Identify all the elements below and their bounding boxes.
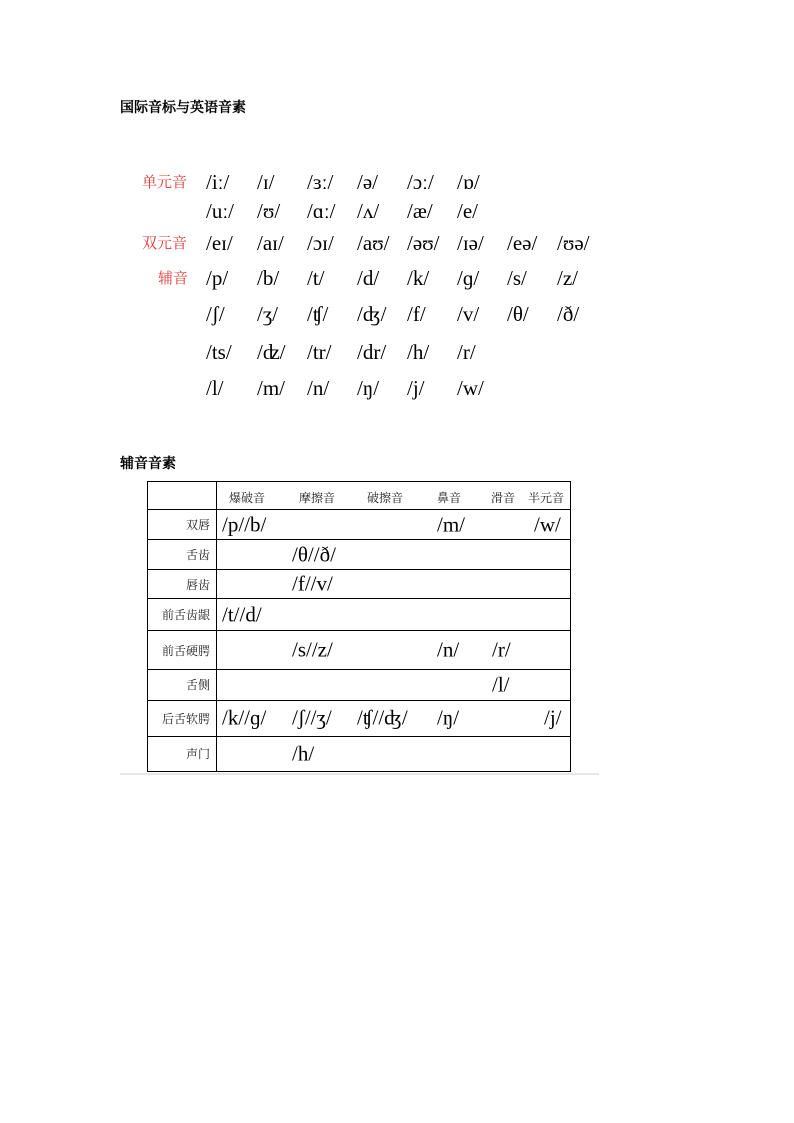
phoneme: /ɑː/ — [307, 199, 336, 223]
phoneme: /ɔː/ — [407, 170, 434, 194]
nasal-cell: /n/ — [437, 637, 460, 662]
fricative-cell: /θ//ð/ — [292, 542, 336, 567]
phoneme: /ɪə/ — [457, 231, 484, 255]
phoneme: /tr/ — [307, 340, 332, 364]
row-label: 舌齿 — [148, 540, 217, 570]
row-label: 后舌软腭 — [148, 700, 217, 736]
phoneme: /r/ — [457, 340, 476, 364]
row-label: 唇齿 — [148, 570, 217, 599]
phoneme: /z/ — [557, 266, 578, 290]
diphthong-label: 双元音 — [142, 234, 188, 252]
table-header-row — [148, 482, 571, 510]
nasal-cell: /m/ — [437, 512, 466, 537]
table-row — [148, 669, 571, 700]
phoneme: /ʌ/ — [357, 199, 380, 223]
phoneme: /ʣ/ — [257, 340, 286, 364]
phoneme: /ɔɪ/ — [307, 231, 334, 255]
fricative-cell: /h/ — [292, 741, 315, 766]
phoneme: /iː/ — [206, 170, 230, 194]
column-header: 摩擦音 — [299, 491, 336, 506]
column-header: 破擦音 — [367, 491, 404, 506]
phoneme: /aʊ/ — [357, 231, 390, 255]
fricative-cell: /s//z/ — [292, 637, 333, 662]
phoneme: /e/ — [457, 199, 478, 223]
phoneme: /əʊ/ — [407, 231, 440, 255]
glide-cell: /l/ — [492, 672, 510, 697]
header-columns-cell — [217, 482, 571, 510]
phoneme: /ɪ/ — [257, 170, 275, 194]
plosive-cell: /t//d/ — [222, 602, 262, 627]
affricate-cell: /ʧ//ʤ/ — [357, 705, 408, 730]
row-content — [217, 631, 571, 669]
phoneme: /ə/ — [357, 170, 378, 194]
fricative-cell: /ʃ//ʒ/ — [292, 705, 332, 730]
row-label: 前舌齿龈 — [148, 599, 217, 631]
consonant-table-title: 辅音音素 — [120, 456, 176, 472]
table-row — [148, 631, 571, 669]
phoneme: /h/ — [407, 340, 430, 364]
table-row — [148, 599, 571, 631]
phoneme: /eɪ/ — [206, 231, 233, 255]
phoneme: /aɪ/ — [257, 231, 284, 255]
plosive-cell: /p//b/ — [222, 512, 267, 537]
table-row — [148, 570, 571, 599]
phonetic-chart — [0, 0, 794, 420]
row-content — [217, 570, 571, 599]
row-content — [217, 669, 571, 700]
consonant-table — [147, 481, 570, 772]
phoneme: /uː/ — [206, 199, 235, 223]
phoneme: /ŋ/ — [357, 376, 380, 400]
image-bottom-edge — [120, 773, 599, 775]
phoneme: /θ/ — [507, 302, 529, 326]
phoneme: /dr/ — [357, 340, 387, 364]
phoneme: /m/ — [257, 376, 286, 400]
phoneme: /l/ — [206, 376, 224, 400]
phoneme: /p/ — [206, 266, 229, 290]
phoneme: /ʃ/ — [206, 302, 225, 326]
monophthong-label: 单元音 — [142, 173, 188, 191]
consonant-label: 辅音 — [158, 269, 189, 287]
phoneme: /ʊ/ — [257, 199, 281, 223]
phoneme: /k/ — [407, 266, 430, 290]
row-label: 声门 — [148, 736, 217, 771]
table-row — [148, 736, 571, 771]
phoneme: /ɒ/ — [457, 170, 480, 194]
phoneme: /v/ — [457, 302, 480, 326]
column-header: 滑音 — [491, 491, 516, 506]
phoneme: /ts/ — [206, 340, 232, 364]
row-content — [217, 700, 571, 736]
row-content — [217, 510, 571, 540]
phoneme: /t/ — [307, 266, 325, 290]
phoneme: /f/ — [407, 302, 426, 326]
phoneme: /j/ — [407, 376, 425, 400]
column-header: 半元音 — [528, 491, 565, 506]
table-row — [148, 700, 571, 736]
row-content — [217, 599, 571, 631]
column-header: 鼻音 — [437, 491, 462, 506]
phoneme: /w/ — [457, 376, 484, 400]
glide-cell: /r/ — [492, 637, 511, 662]
phoneme: /æ/ — [407, 199, 433, 223]
row-label: 舌侧 — [148, 669, 217, 700]
row-label: 前舌硬腭 — [148, 631, 217, 669]
plosive-cell: /k//ɡ/ — [222, 705, 267, 730]
fricative-cell: /f//v/ — [292, 571, 333, 596]
table-row — [148, 540, 571, 570]
phoneme: /s/ — [507, 266, 527, 290]
phoneme: /ʤ/ — [357, 302, 387, 326]
row-label: 双唇 — [148, 510, 217, 540]
column-header: 爆破音 — [229, 491, 266, 506]
semivowel-cell: /j/ — [544, 705, 562, 730]
table-row — [148, 510, 571, 540]
phoneme: /eə/ — [507, 231, 538, 255]
row-content — [217, 540, 571, 570]
header-corner-cell — [148, 482, 217, 510]
phoneme: /ɜː/ — [307, 170, 334, 194]
phoneme: /d/ — [357, 266, 380, 290]
phoneme: /ʧ/ — [307, 302, 329, 326]
phoneme: /b/ — [257, 266, 280, 290]
phoneme: /n/ — [307, 376, 330, 400]
phoneme: /ɡ/ — [457, 266, 480, 290]
semivowel-cell: /w/ — [534, 512, 561, 537]
row-content — [217, 736, 571, 771]
phoneme: /ʒ/ — [257, 302, 278, 326]
phoneme: /ʊə/ — [557, 231, 590, 255]
phoneme: /ð/ — [557, 302, 580, 326]
page-title: 国际音标与英语音素 — [120, 100, 246, 116]
nasal-cell: /ŋ/ — [437, 705, 460, 730]
